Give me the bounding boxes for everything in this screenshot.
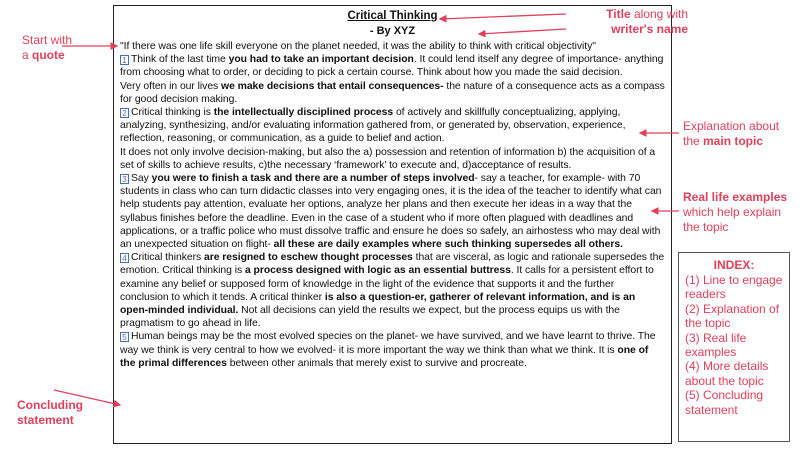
index-item: (4) More details about the topic (685, 359, 769, 388)
essay-author: - By XYZ (369, 25, 416, 37)
concluding-annotation: Concluding statement (17, 398, 83, 427)
number-4-badge: 4 (120, 253, 129, 263)
index-item: (3) Real life examples (685, 330, 747, 360)
section-1-para-1: 1 Think of the last time you had to take an important decision. It could lend itself any degree of importance- anything from choosing what to order, or deciding to pick a certain course. Think about how you made the said decision. (120, 54, 664, 79)
essay-title: Critical Thinking (347, 10, 438, 22)
section-2-para-1: 2 Critical thinking is the intellectually disciplined process of actively and skillfully conceptualizing, applying, analyzing, synthesizing, and/or evaluating information gathered from, or generated by, observation, experience, reflection, reasoning, or communication, as a guide to belief and action. (120, 107, 626, 145)
number-2-badge: 2 (120, 108, 129, 118)
section-2-para-2: It does not only involve decision-making, but also the a) possession and retention of information b) the acquisition of a set of skills to achieve results, c)the necessary ‘framework’ to execute and, d)acceptance of results. (120, 146, 656, 171)
index-title: INDEX: (713, 258, 755, 272)
author-arrow (479, 29, 566, 34)
start-annotation: Start with a quote (22, 33, 73, 62)
explanation-annotation: Explanation about the main topic (683, 119, 780, 148)
number-5-badge: 5 (120, 332, 129, 342)
number-1-badge: 1 (120, 55, 129, 65)
section-5-para: 5 Human beings may be the most evolved species on the planet- we have survived, and we have learnt to thrive. The way we think is very central to how we evolved- it is more important the way we think than what we think. It is one of the primal differences between other animals that merely exist to survive and procreate. (120, 331, 656, 369)
section-1-para-2: Very often in our lives we make decisions that entail consequences- the nature of a consequence acts as a compass for good decision making. (120, 80, 665, 105)
number-3-badge: 3 (120, 174, 129, 184)
title-annotation: Title along with writer's name (606, 7, 688, 36)
section-3-para: 3 Say you were to finish a task and there are a number of steps involved- say a teacher, for example- with 70 students in class who can turn didactic classes into very engaging ones, it is the idea of the teacher to identify what can help students pay attention, evaluate her options, analyze her plans and then execute her ideas in a way that the syllabus finishes before the deadline. Even in the case of a student who if more often plagued with deadlines and applications, or a traffic police who must dissolve traffic and ensure he does so safely, an airhostess who may deal with an unexpected situation on flight- all these are daily examples where such thinking supersedes all others. (120, 173, 662, 251)
index-item: (5) Concluding statement (685, 388, 764, 417)
opening-quote: "If there was one life skill everyone on the planet needed, it was the ability to think with critical objectivity" (120, 41, 596, 52)
index-item: (2) Explanation of the topic (685, 301, 780, 331)
title-arrow (440, 14, 566, 19)
real-life-annotation: Real life examples which help explain the topic (683, 190, 788, 234)
concluding-arrow (54, 390, 120, 405)
section-4-para: 4 Critical thinkers are resigned to eschew thought processes that are visceral, as logic and rationale supersedes the emotion. Critical thinking is a process designed with logic as an essential buttress. It calls for a persistent effort to examine any belief or supposed form of knowledge in the light of the evidence that supports it and the further conclusion to which it tends. A critical thinker is also a question-er, gatherer of relevant information, and is an open-minded individual. Not all decisions can yield the results we expect, but the process equips us with the pragmatism to go ahead in life. (120, 252, 665, 330)
index-item: (1) Line to engage readers (685, 273, 783, 302)
